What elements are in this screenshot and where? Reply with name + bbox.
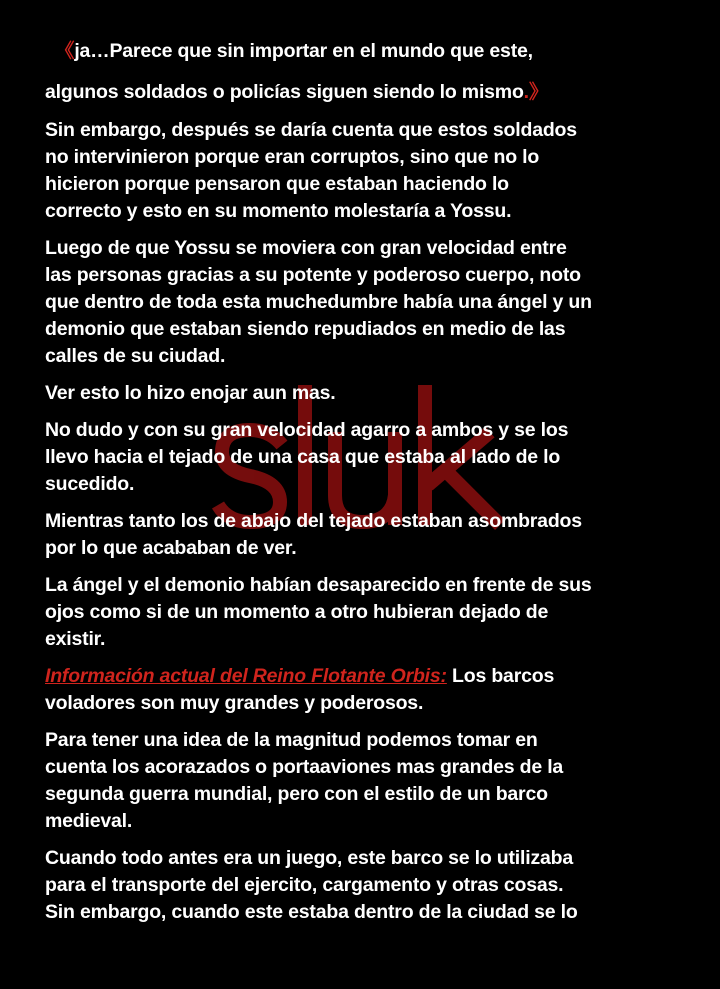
paragraph <box>45 235 705 370</box>
quote-text: algunos soldados o policías siguen siendo lo mismo <box>45 81 524 103</box>
text-line: ojos como si de un momento a otro hubieran dejado de <box>45 601 549 623</box>
quote-line <box>45 31 705 72</box>
text-line: calles de su ciudad. <box>45 345 226 367</box>
text-line: demonio que estaban siendo repudiados en medio de las <box>45 318 566 340</box>
text-line: para el transporte del ejercito, cargamento y otras cosas. <box>45 874 564 896</box>
text-line: correcto y esto en su momento molestaría a Yossu. <box>45 200 512 222</box>
paragraph <box>45 845 705 926</box>
text-line: Mientras tanto los de abajo del tejado estaban asombrados <box>45 510 582 532</box>
text-line: llevo hacia el tejado de una casa que estaba al lado de lo <box>45 446 561 468</box>
paragraph <box>45 117 705 225</box>
document-page <box>45 31 705 936</box>
info-line <box>45 663 705 690</box>
info-text: voladores son muy grandes y poderosos. <box>45 692 424 714</box>
text-line: existir. <box>45 628 106 650</box>
text-line: no intervinieron porque eran corruptos, sino que no lo <box>45 146 540 168</box>
open-bracket: 《 <box>55 40 75 62</box>
text-line: Sin embargo, cuando este estaba dentro de la ciudad se lo <box>45 901 578 923</box>
text-line: segunda guerra mundial, pero con el estilo de un barco <box>45 783 548 805</box>
quote-line <box>45 72 705 113</box>
text-line: Ver esto lo hizo enojar aun mas. <box>45 382 336 404</box>
text-line: La ángel y el demonio habían desaparecido en frente de sus <box>45 574 592 596</box>
text-line: medieval. <box>45 810 133 832</box>
info-heading: Información actual del Reino Flotante Orbis: <box>45 665 447 687</box>
text-line: sucedido. <box>45 473 135 495</box>
text-line: hicieron porque pensaron que estaban haciendo lo <box>45 173 509 195</box>
paragraph <box>45 727 705 835</box>
text-line: Para tener una idea de la magnitud podemos tomar en <box>45 729 538 751</box>
text-line: Cuando todo antes era un juego, este barco se lo utilizaba <box>45 847 573 869</box>
paragraph <box>45 417 705 498</box>
text-line: por lo que acababan de ver. <box>45 537 297 559</box>
paragraph <box>45 380 705 407</box>
paragraph <box>45 508 705 562</box>
quote-paragraph <box>45 31 705 113</box>
text-line: las personas gracias a su potente y poderoso cuerpo, noto <box>45 264 581 286</box>
text-line: No dudo y con su gran velocidad agarro a ambos y se los <box>45 419 569 441</box>
info-paragraph <box>45 663 705 717</box>
text-line: que dentro de toda esta muchedumbre había una ángel y un <box>45 291 592 313</box>
info-text: Los barcos <box>446 665 555 687</box>
close-bracket: .》 <box>523 81 549 103</box>
text-line: Luego de que Yossu se moviera con gran velocidad entre <box>45 237 567 259</box>
paragraph <box>45 572 705 653</box>
text-line: cuenta los acorazados o portaaviones mas grandes de la <box>45 756 564 778</box>
text-line: Sin embargo, después se daría cuenta que estos soldados <box>45 119 577 141</box>
quote-text: ja…Parece que sin importar en el mundo que este, <box>74 40 533 62</box>
